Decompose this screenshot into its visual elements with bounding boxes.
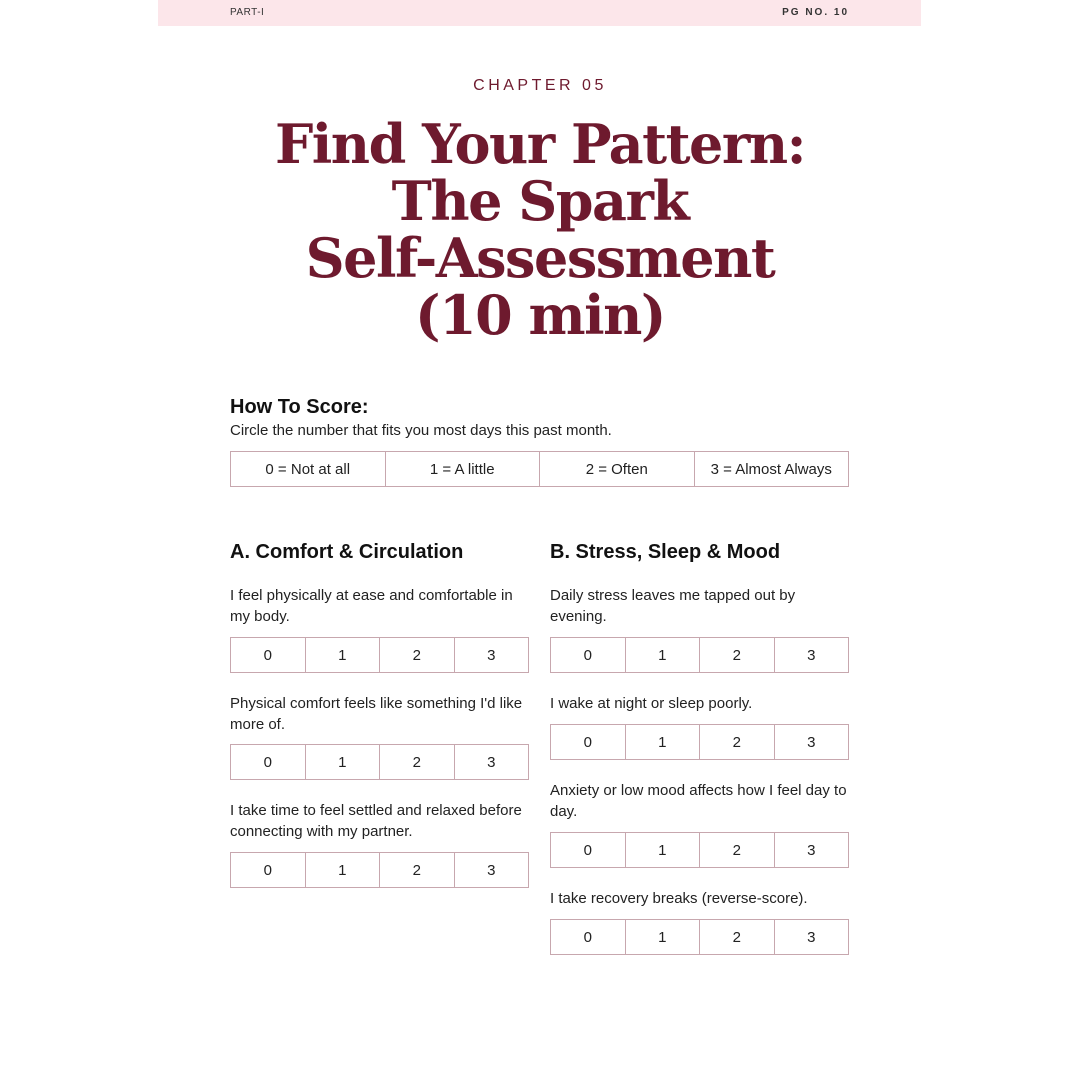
section-b-question-2: I wake at night or sleep poorly. <box>550 695 753 712</box>
score-option-2[interactable]: 2 <box>380 853 455 887</box>
section-a-q2-options <box>230 744 529 780</box>
section-b-q1-options <box>550 637 849 673</box>
section-b-question-3: Anxiety or low mood affects how I feel day to day. <box>550 782 847 820</box>
score-option-0[interactable]: 0 <box>551 833 626 867</box>
score-option-1[interactable]: 1 <box>626 725 701 759</box>
section-b-question-1: Daily stress leaves me tapped out by evening. <box>550 587 796 625</box>
section-b-q4-options <box>550 919 849 955</box>
page-header-band <box>158 0 921 26</box>
score-option-2[interactable]: 2 <box>700 638 775 672</box>
title-line: (10 min) <box>415 283 665 347</box>
score-option-2[interactable]: 2 <box>380 745 455 779</box>
section-b-heading: B. Stress, Sleep & Mood <box>550 541 781 563</box>
score-option-0[interactable]: 0 <box>551 725 626 759</box>
score-option-3[interactable]: 3 <box>807 646 816 664</box>
legend-item: 3 = Almost Always <box>710 460 832 478</box>
section-b-question-4: I take recovery breaks (reverse-score). <box>550 890 808 907</box>
score-option-0[interactable]: 0 <box>231 853 306 887</box>
page-number: PG NO. 10 <box>782 7 849 18</box>
part-label: PART-I <box>230 7 265 18</box>
score-option-1[interactable]: 1 <box>306 853 381 887</box>
title-line: Find Your Pattern: <box>274 112 806 176</box>
score-option-1[interactable]: 1 <box>626 920 701 954</box>
section-a-heading: A. Comfort & Circulation <box>230 541 464 563</box>
score-option-2[interactable]: 2 <box>700 920 775 954</box>
how-to-score-heading: How To Score: <box>230 396 369 418</box>
score-option-0[interactable]: 0 <box>231 638 306 672</box>
score-option-2[interactable]: 2 <box>380 638 455 672</box>
score-option-3[interactable]: 3 <box>807 733 816 751</box>
score-option-3[interactable]: 3 <box>487 646 496 664</box>
score-option-0[interactable]: 0 <box>551 638 626 672</box>
score-option-3[interactable]: 3 <box>487 861 496 879</box>
score-option-1[interactable]: 1 <box>626 833 701 867</box>
score-option-3[interactable]: 3 <box>807 841 816 859</box>
title-line: Self-Assessment <box>305 226 775 290</box>
score-option-0[interactable]: 0 <box>551 920 626 954</box>
score-option-3[interactable]: 3 <box>487 753 496 771</box>
title-line: The Spark <box>391 169 689 233</box>
score-option-0[interactable]: 0 <box>231 745 306 779</box>
page-title <box>0 112 1080 347</box>
score-legend <box>230 451 849 487</box>
legend-item: 2 = Often <box>540 452 695 486</box>
legend-item: 1 = A little <box>386 452 541 486</box>
section-b-q3-options <box>550 832 849 868</box>
section-a-question-3: I take time to feel settled and relaxed before connecting with my partner. <box>230 802 522 840</box>
score-option-1[interactable]: 1 <box>306 745 381 779</box>
legend-item: 0 = Not at all <box>231 452 386 486</box>
chapter-label: CHAPTER 05 <box>473 77 607 94</box>
section-a-question-1: I feel physically at ease and comfortable in my body. <box>230 587 513 625</box>
section-b-q2-options <box>550 724 849 760</box>
score-option-1[interactable]: 1 <box>306 638 381 672</box>
score-option-1[interactable]: 1 <box>626 638 701 672</box>
score-option-2[interactable]: 2 <box>700 833 775 867</box>
score-option-2[interactable]: 2 <box>700 725 775 759</box>
section-a-q3-options <box>230 852 529 888</box>
score-option-3[interactable]: 3 <box>807 928 816 946</box>
section-a-q1-options <box>230 637 529 673</box>
section-a-question-2: Physical comfort feels like something I'd like more of. <box>230 695 523 733</box>
how-to-score-instruction: Circle the number that fits you most days this past month. <box>230 422 612 439</box>
